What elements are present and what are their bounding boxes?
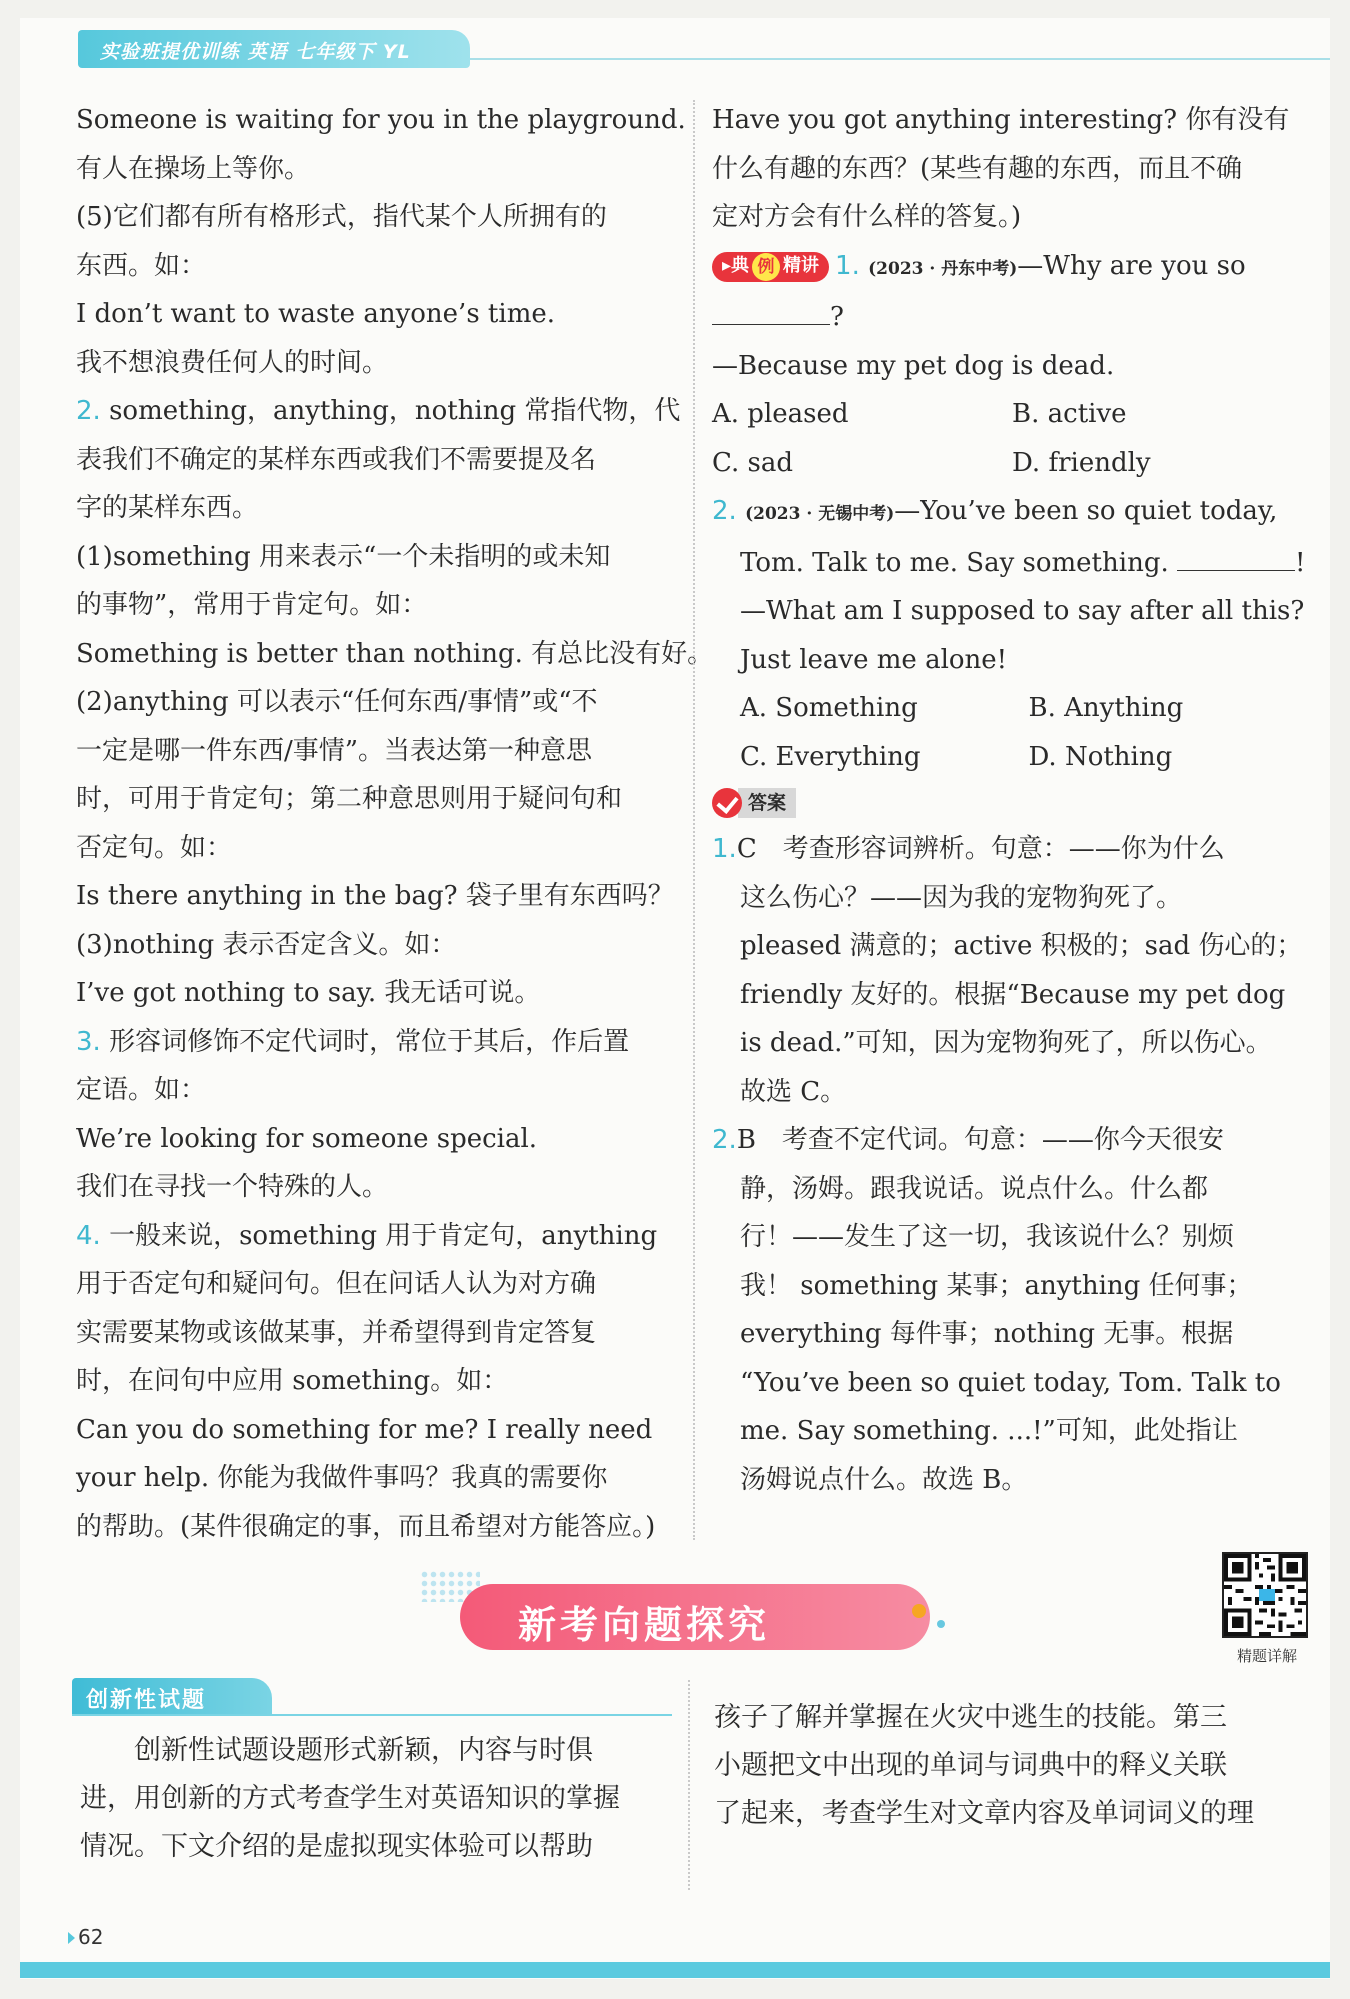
answer-number: 1. [712, 834, 737, 864]
numbered-point [76, 1212, 676, 1261]
section-banner [460, 1584, 930, 1650]
question-1 [712, 242, 1317, 294]
question-stem: Tom. Talk to me. Say something. [740, 547, 1169, 578]
check-icon [712, 788, 742, 818]
text-line: 什么有趣的东西？(某些有趣的东西，而且不确 [712, 153, 1243, 184]
text-line: I’ve got nothing to say. 我无话可说。 [76, 978, 541, 1008]
innovation-left-text [80, 1727, 670, 1871]
point-text: something，anything，nothing 常指代物，代 [100, 396, 681, 426]
question-source: (2023 · 无锡中考) [745, 504, 895, 524]
header-banner [78, 30, 470, 68]
answer-line: everything 每件事；nothing 无事。根据 [740, 1319, 1234, 1349]
question-stem: ? [830, 302, 844, 332]
text-line: (2)anything 可以表示“任何东西/事情”或“不 [76, 687, 598, 717]
point-text: 形容词修饰不定代词时，常位于其后，作后置 [100, 1026, 630, 1057]
page-number: 62 [78, 1925, 104, 1949]
text-line: 时，可用于肯定句；第二种意思则用于疑问句和 [76, 784, 623, 814]
point-number: 4. [76, 1220, 101, 1251]
answer-line [712, 825, 1317, 874]
option: B. Anything [1028, 693, 1184, 723]
text-line: 孩子了解并掌握在火灾中逃生的技能。第三 [714, 1702, 1227, 1733]
question-number: 2. [712, 496, 737, 526]
text-line: —What am I supposed to say after all this? [740, 596, 1305, 626]
text-line: 我们在寻找一个特殊的人。 [76, 1172, 389, 1202]
text-line [712, 293, 1317, 342]
answer-line: 行！——发生了这一切，我该说什么？别烦 [740, 1222, 1235, 1252]
option: C. Everything [740, 741, 921, 772]
text-line: 否定句。如： [76, 832, 233, 863]
text-line: Someone is waiting for you in the playground. [76, 105, 686, 135]
text-line: 时，在问句中应用 something。如： [76, 1366, 509, 1396]
text-line: (5)它们都有所有格形式，指代某个人所拥有的 [76, 202, 607, 232]
option: D. friendly [1012, 447, 1151, 478]
text-line: 字的某样东西。 [76, 493, 259, 523]
badge-circle: 例 [752, 253, 780, 281]
text-line: Have you got anything interesting? 你有没有 [712, 105, 1290, 135]
answer-header [712, 781, 1317, 825]
option: C. sad [712, 447, 793, 478]
option: B. active [1012, 399, 1127, 429]
column-divider [693, 100, 695, 1540]
text-line: 的帮助。(某件很确定的事，而且希望对方能答应。) [76, 1511, 656, 1542]
badge-text: 典 [731, 255, 750, 277]
answer-blank [712, 295, 830, 325]
text-line: 有人在操场上等你。 [76, 153, 311, 184]
example-badge: ▸ 典 例 精讲 [712, 252, 829, 282]
section-title: 新考向题探究 [518, 1603, 771, 1647]
question-number: 1. [835, 250, 860, 281]
answer-label: 答案 [738, 788, 796, 818]
answer-line: 我！ something 某事；anything 任何事； [740, 1270, 1253, 1301]
text-line: 创新性试题设题形式新颖，内容与时俱 [80, 1735, 593, 1766]
answer-line: friendly 友好的。根据“Because my pet dog [740, 979, 1286, 1010]
numbered-point [76, 1018, 676, 1067]
options-row [712, 684, 1317, 733]
text-line: 用于否定句和疑问句。但在问话人认为对方确 [76, 1269, 597, 1299]
innovation-tag-text: 创新性试题 [86, 1688, 207, 1713]
text-line: 实需要某物或该做某事，并希望得到肯定答复 [76, 1317, 597, 1348]
options-row [712, 733, 1317, 782]
text-line: 定对方会有什么样的答复。) [712, 202, 1022, 232]
answer-text: B 考查不定代词。句意：——你今天很安 [736, 1125, 1224, 1155]
text-line: We’re looking for someone special. [76, 1123, 538, 1154]
text-line: 一定是哪一件东西/事情”。当表达第一种意思 [76, 735, 593, 766]
question-2 [712, 487, 1317, 539]
question-stem: ! [1295, 547, 1306, 578]
text-line: 情况。下文介绍的是虚拟现实体验可以帮助 [80, 1831, 593, 1862]
options-row [712, 390, 1317, 439]
header-banner-text: 实验班提优训练 英语 七年级下 YL [100, 41, 411, 63]
innovation-right-text [714, 1694, 1314, 1838]
footer-bar [20, 1962, 1330, 1978]
options-row [712, 439, 1317, 488]
qr-code-icon[interactable] [1222, 1552, 1308, 1638]
question-stem: —You’ve been so quiet today, [894, 496, 1278, 526]
text-line: (1)something 用来表示“一个未指明的或未知 [76, 541, 611, 572]
decor-dot [912, 1604, 926, 1618]
header-rule [470, 58, 1330, 60]
badge-text: 精讲 [783, 255, 820, 277]
text-line: 的事物”，常用于肯定句。如： [76, 590, 428, 620]
text-line: 我不想浪费任何人的时间。 [76, 347, 389, 378]
text-line: Just leave me alone! [740, 644, 1008, 675]
option: A. pleased [712, 399, 849, 429]
text-line [712, 539, 1317, 588]
text-line: 定语。如： [76, 1075, 207, 1105]
answer-line: “You’ve been so quiet today, Tom. Talk to [740, 1367, 1281, 1398]
text-line: Can you do something for me? I really need [76, 1414, 653, 1445]
text-line: 表我们不确定的某样东西或我们不需要提及名 [76, 444, 597, 475]
text-line: 小题把文中出现的单词与词典中的释义关联 [714, 1750, 1227, 1781]
text-line: I don’t want to waste anyone’s time. [76, 299, 555, 329]
text-line: 进，用创新的方式考查学生对英语知识的掌握 [80, 1783, 620, 1814]
point-number: 2. [76, 396, 101, 426]
answer-line: 这么伤心？——因为我的宠物狗死了。 [740, 882, 1183, 913]
text-line: 了起来，考查学生对文章内容及单词词义的理 [714, 1798, 1254, 1829]
text-line: Something is better than nothing. 有总比没有好。 [76, 638, 714, 669]
decor-dot [937, 1620, 945, 1628]
option: A. Something [740, 693, 918, 723]
text-line: (3)nothing 表示否定含义。如： [76, 929, 457, 960]
text-line: 东西。如： [76, 250, 207, 281]
numbered-point [76, 387, 681, 436]
point-number: 3. [76, 1026, 101, 1057]
text-line: your help. 你能为我做件事吗？我真的需要你 [76, 1463, 608, 1493]
right-column [712, 96, 1317, 1504]
innovation-tag [72, 1678, 272, 1716]
answer-line: is dead.”可知，因为宠物狗死了，所以伤心。 [740, 1028, 1272, 1058]
answer-line [712, 1116, 1317, 1165]
left-column [76, 96, 714, 1551]
text-line: —Because my pet dog is dead. [712, 350, 1115, 381]
text-line: Is there anything in the bag? 袋子里有东西吗？ [76, 881, 674, 911]
answer-line: me. Say something. ...!”可知，此处指让 [740, 1416, 1238, 1446]
answer-line: 故选 C。 [740, 1076, 847, 1107]
option: D. Nothing [1028, 741, 1173, 772]
answer-number: 2. [712, 1125, 737, 1155]
question-stem: —Why are you so [1017, 250, 1246, 281]
answer-text: C 考查形容词辨析。句意：——你为什么 [736, 834, 1225, 864]
qr-label: 精题详解 [1236, 1647, 1297, 1665]
question-source: (2023 · 丹东中考) [868, 258, 1018, 279]
innovation-rule [72, 1714, 672, 1716]
point-text: 一般来说，something 用于肯定句，anything [100, 1220, 658, 1251]
answer-line: 静，汤姆。跟我说话。说点什么。什么都 [740, 1173, 1209, 1204]
answer-line: pleased 满意的；active 积极的；sad 伤心的； [740, 931, 1303, 961]
answer-line: 汤姆说点什么。故选 B。 [740, 1464, 1028, 1495]
column-divider [688, 1680, 690, 1890]
page-marker-icon [68, 1932, 75, 1944]
innovation-banner [72, 1678, 672, 1716]
answer-blank [1177, 541, 1295, 571]
